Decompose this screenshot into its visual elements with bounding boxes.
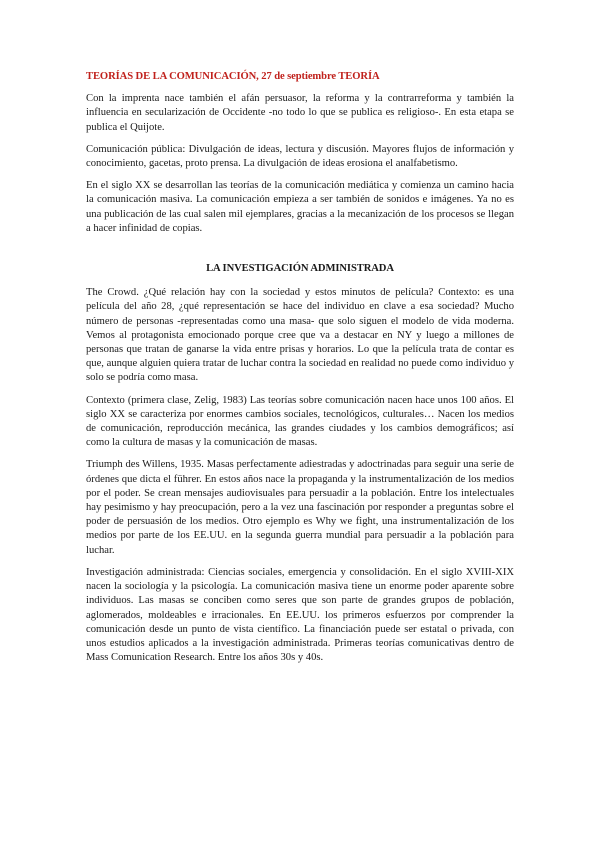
paragraph-investigacion-administrada: Investigación administrada: Ciencias sociales, emergencia y consolidación. En el siglo XVIII-XIX nacen la sociología y la psicología. La comunicación masiva tiene un enorme poder aparente sobre individuos. Las masas se conciben como seres que son parte de grandes grupos de población, aglomerados, moldeables e irracionales. En EE.UU. los primeros esfuerzos por comprender la comunicación desde un punto de vista científico. La financiación puede ser estatal o privada, con unos estudios aplicados a la investigación administrada. Primeras teorías comunicativas dentro de Mass Comunication Research. Entre los años 30s y 40s.: [86, 566, 514, 664]
paragraph-imprenta: Con la imprenta nace también el afán persuasor, la reforma y la contrarreforma y también la influencia en secularización de Occidente -no todo lo que se publica es religioso-. En esta etapa se publica el Quijote.: [86, 93, 514, 133]
section-heading: LA INVESTIGACIÓN ADMINISTRADA: [206, 263, 394, 275]
document-title: TEORÍAS DE LA COMUNICACIÓN, 27 de septiembre TEORÍA: [86, 71, 380, 82]
paragraph-the-crowd: The Crowd. ¿Qué relación hay con la sociedad y estos minutos de película? Contexto: es una película del año 28, ¿qué representación se hace del individuo en clave a esa sociedad? Mucho número de personas -representadas como una masa- que solo siguen el modelo de vida moderna. Vemos al protagonista emocionado porque cree que va a destacar en NY y luego a millones de personas que tratan de ganarse la vida entre prisas y horarios. Lo que la película trata de contar es que, aunque alguien quiera tratar de luchar contra la sociedad en realidad no puede como individuo y solo se podría como masa.: [86, 287, 514, 384]
paragraph-siglo-xx: En el siglo XX se desarrollan las teorías de la comunicación mediática y comienza un camino hacia la comunicación masiva. La comunicación empieza a ser también de sonidos e imágenes. Ya no es una publicación de las cual salen mil ejemplares, gracias a la mecanización de los procesos se llegan a hacer infinidad de copias.: [86, 180, 514, 234]
paragraph-comunicacion-publica: Comunicación pública: Divulgación de ideas, lectura y discusión. Mayores flujos de información y conocimiento, gacetas, proto prensa. La divulgación de ideas erosiona el analfabetismo.: [86, 143, 514, 170]
paragraph-contexto: Contexto (primera clase, Zelig, 1983) Las teorías sobre comunicación nacen hace unos 100 años. El siglo XX se caracteriza por enormes cambios sociales, tecnológicos, culturales… Nacen los medios de comunicación, reproducción mecánica, las grandes ciudades y los cambios demográficos; así como la cultura de masas y la comunicación de masas.: [86, 394, 514, 449]
paragraph-triumph-des-willens: Triumph des Willens, 1935. Masas perfectamente adiestradas y adoctrinadas para seguir una serie de órdenes que dicta el führer. En estos años nace la propaganda y la instrumentalización de los medios por el poder. Se crean mensajes audiovisuales para persuadir a la población. Entre los intelectuales hay pesimismo y hay preocupación, pero a la vez una fascinación por responder a preguntas sobre el poder de persuasión de los medios. Otro ejemplo es Why we fight, una instrumentalización de los medios por parte de los EE.UU. en la segunda guerra mundial para persuadir a la población para luchar.: [86, 459, 514, 556]
document-body: [86, 70, 514, 673]
